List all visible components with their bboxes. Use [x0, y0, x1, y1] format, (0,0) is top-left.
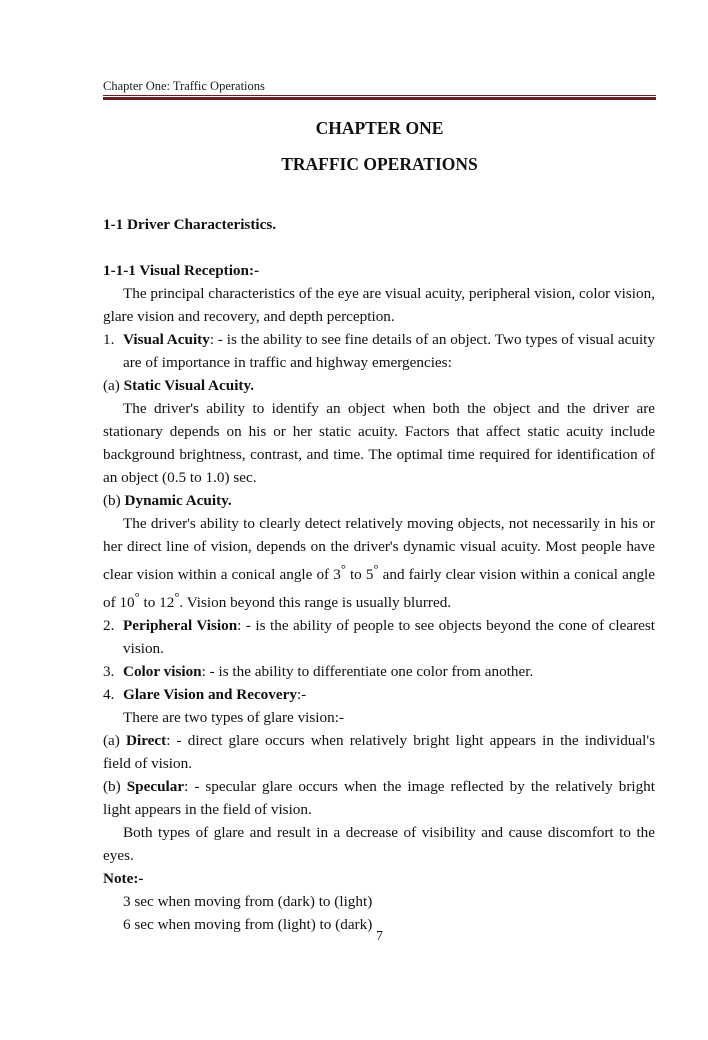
header-rule-thin: [103, 95, 656, 96]
item-text: : - is the ability of people to see objects beyond the cone of clearest vision.: [123, 617, 655, 658]
item-number: 2.: [103, 617, 115, 635]
item-peripheral-vision: [103, 614, 655, 660]
page-number: 7: [376, 928, 383, 943]
item-text: : - is the ability to differentiate one color from another.: [201, 663, 534, 681]
chapter-title: TRAFFIC OPERATIONS: [281, 154, 478, 174]
paragraph-dynamic: [103, 512, 655, 614]
glare-intro: There are two types of glare vision:-: [123, 709, 344, 727]
header-rule-thick: [103, 97, 656, 100]
paragraph-intro: The principal characteristics of the eye are visual acuity, peripheral vision, color vision, glare vision and recovery, and depth perception.: [103, 285, 655, 325]
item-color-vision: [103, 660, 655, 683]
degree-sign: °: [373, 562, 379, 576]
subitem-dynamic: [103, 489, 655, 512]
item-text: : - is the ability to see fine details of an object. Two types of visual acuity are of importance in traffic and highway emergencies:: [123, 331, 655, 371]
section-heading: 1-1 Driver Characteristics.: [103, 216, 277, 233]
item-glare: [103, 683, 655, 706]
body-text: [103, 259, 655, 936]
item-visual-acuity: [103, 328, 655, 374]
subitem-marker: (a): [103, 732, 120, 750]
text-part: The driver's ability to clearly detect relatively moving objects, not necessarily in his or her direct line of vision, depends on the driver's dynamic visual acuity. Most people have clear vision within a conical angle of 3: [103, 515, 655, 584]
item-number: 3.: [103, 663, 115, 681]
subsection-heading: 1-1-1 Visual Reception:-: [103, 262, 260, 279]
term-glare-vision: Glare Vision and Recovery: [123, 686, 297, 704]
subitem-specular: [103, 775, 655, 821]
note-line: 3 sec when moving from (dark) to (light): [123, 893, 373, 911]
degree-sign: °: [134, 590, 140, 605]
degree-sign: °: [340, 562, 346, 576]
subitem-static: [103, 374, 655, 397]
subitem-direct: [103, 729, 655, 775]
subitem-marker: (b): [103, 778, 121, 796]
item-text: : - specular glare occurs when the image reflected by the relatively bright light appears in the field of vision.: [103, 778, 655, 819]
note-line: 6 sec when moving from (light) to (dark): [123, 916, 373, 934]
text-part: to 12: [139, 594, 175, 612]
item-number: 4.: [103, 686, 115, 704]
text-part: to 5: [345, 566, 374, 584]
chapter-label: CHAPTER ONE: [315, 118, 444, 138]
item-text: : - direct glare occurs when relatively bright light appears in the individual's field of vision.: [103, 732, 656, 773]
item-number: 1.: [103, 331, 115, 348]
term-direct: Direct: [126, 732, 167, 750]
degree-sign: °: [174, 590, 180, 605]
paragraph-both-types: Both types of glare and result in a decrease of visibility and cause discomfort to the eyes.: [103, 824, 655, 865]
subitem-marker: (b): [103, 492, 121, 509]
note-label: Note:-: [103, 870, 144, 888]
text-part: . Vision beyond this range is usually blurred.: [179, 594, 452, 612]
term-specular: Specular: [126, 778, 185, 796]
term-dynamic-acuity: Dynamic Acuity.: [124, 492, 232, 509]
term-color-vision: Color vision: [123, 663, 202, 681]
term-static-visual-acuity: Static Visual Acuity.: [123, 377, 255, 394]
running-head: Chapter One: Traffic Operations: [103, 79, 265, 93]
item-text: :-: [296, 686, 307, 704]
paragraph-static: The driver's ability to identify an object when both the object and the driver are stationary depends on his or her static acuity. Factors that affect static acuity include background brightness, contrast, and time. The optimal time required for identification of an object (0.5 to 1.0) sec.: [103, 400, 655, 486]
term-peripheral-vision: Peripheral Vision: [123, 617, 238, 635]
text-part: and fairly clear vision within a conical angle of 10: [103, 566, 655, 612]
term-visual-acuity: Visual Acuity: [123, 331, 210, 348]
subitem-marker: (a): [103, 377, 120, 394]
